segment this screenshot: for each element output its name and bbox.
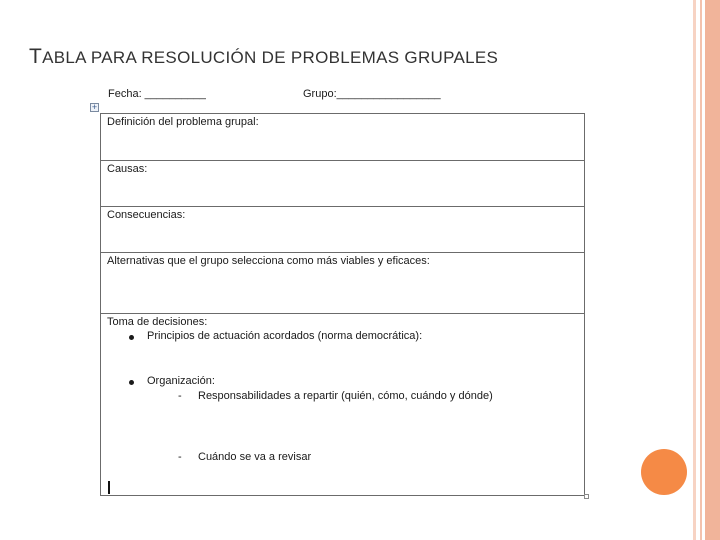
- slide-title: [29, 45, 498, 69]
- table-row[interactable]: [101, 314, 584, 495]
- dash-marker: -: [178, 451, 182, 463]
- row-label-toma-decisiones: Toma de decisiones:: [107, 316, 208, 328]
- sub-item-revisar: Cuándo se va a revisar: [198, 451, 312, 463]
- bullet-dot: [129, 380, 134, 385]
- text-cursor: [108, 481, 110, 494]
- fecha-field: Fecha: __________: [108, 88, 206, 100]
- bullet-organizacion: Organización:: [147, 375, 215, 387]
- table-row[interactable]: [101, 207, 584, 253]
- row-label-alternativas: Alternativas que el grupo selecciona como más viables y eficaces:: [107, 255, 430, 267]
- problem-table: [100, 113, 585, 496]
- slide-title-rest: ABLA PARA RESOLUCIÓN DE PROBLEMAS GRUPALES: [42, 48, 499, 67]
- row-label-causas: Causas:: [107, 163, 148, 175]
- dash-marker: -: [178, 390, 182, 402]
- row-label-consecuencias: Consecuencias:: [107, 209, 186, 221]
- slide-title-initial: T: [29, 45, 43, 68]
- border-stripe-thin: [693, 0, 696, 540]
- grupo-field: Grupo:_________________: [303, 88, 441, 100]
- table-resize-handle[interactable]: [584, 494, 589, 499]
- table-move-icon[interactable]: +: [91, 102, 98, 112]
- bullet-principios: Principios de actuación acordados (norma democrática):: [147, 330, 423, 342]
- sub-item-responsabilidades: Responsabilidades a repartir (quién, cómo, cuándo y dónde): [198, 390, 493, 402]
- row-label-definicion: Definición del problema grupal:: [107, 116, 259, 128]
- table-row[interactable]: [101, 114, 584, 161]
- border-stripe-wide: [705, 0, 720, 540]
- decorative-circle: [641, 449, 687, 495]
- table-row[interactable]: [101, 253, 584, 314]
- bullet-dot: [129, 335, 134, 340]
- border-stripe-mid: [700, 0, 702, 540]
- table-row[interactable]: [101, 161, 584, 207]
